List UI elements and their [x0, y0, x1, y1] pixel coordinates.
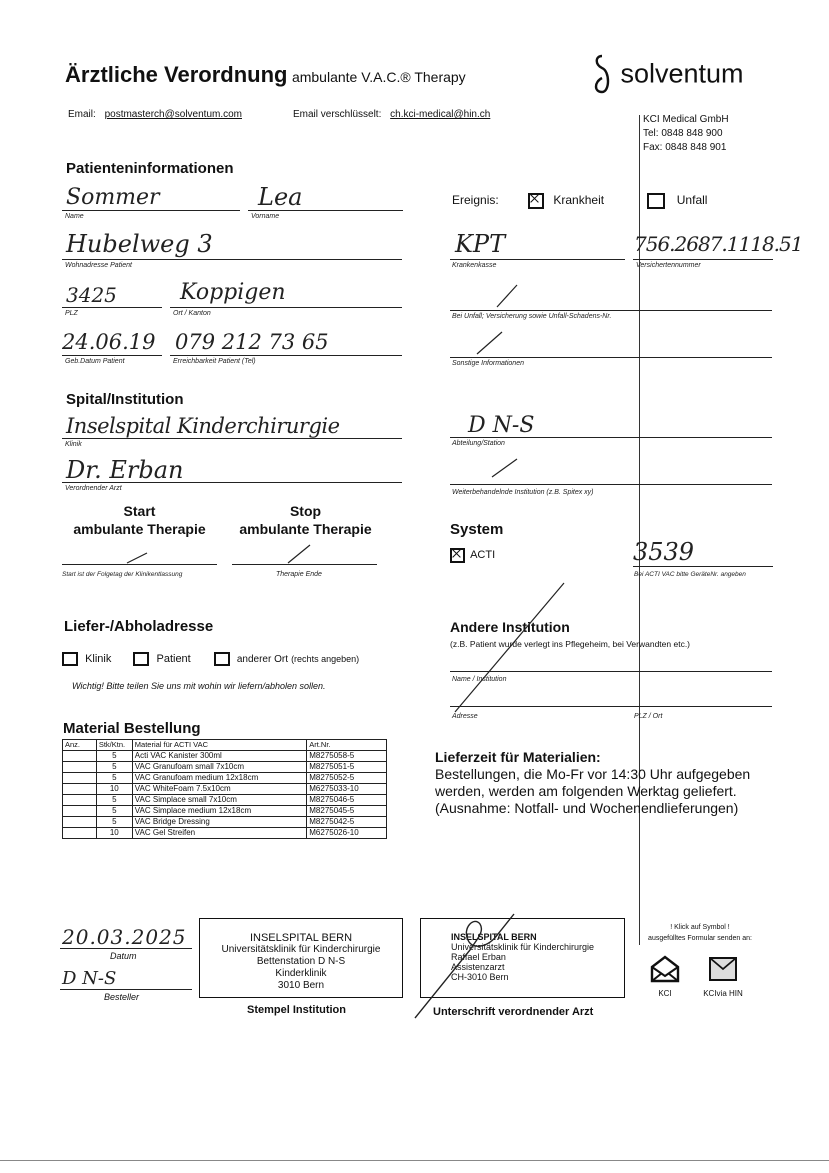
stk-cell: 5 — [96, 795, 132, 806]
artnr-cell: M8275058-5 — [307, 751, 387, 762]
geraet-nr-value: 3539 — [633, 538, 695, 566]
email-encrypted-link[interactable]: ch.kci-medical@hin.ch — [390, 109, 491, 120]
anz-cell[interactable] — [63, 784, 97, 795]
send-note: ausgefülltes Formular senden an: — [648, 935, 752, 942]
stop-title: Stop — [289, 503, 322, 519]
table-row — [63, 806, 387, 817]
signature-stamp-line: Assistenzarzt — [451, 962, 505, 972]
divider — [62, 438, 402, 439]
klinik-value: Inselspital Kinderchirurgie — [66, 414, 340, 438]
checkbox-krankheit[interactable] — [528, 193, 544, 209]
lieferzeit-line: werden, werden am folgenden Werktag geliefert. — [435, 783, 737, 799]
section-title-patient: Patienteninformationen — [66, 160, 234, 177]
krankenkasse-label: Krankenkasse — [452, 262, 497, 269]
signature-stamp-line: Universitätsklinik für Kinderchirurgie — [451, 942, 595, 952]
lieferzeit-line: Bestellungen, die Mo-Fr vor 14:30 Uhr aufgegeben — [435, 766, 751, 782]
unfall-label: Unfall — [676, 193, 708, 208]
col-header-stk: Stk/Ktn. — [96, 740, 132, 751]
send-instructions — [630, 922, 770, 944]
section-title-material: Material Bestellung — [63, 720, 201, 737]
stamp-line: Kinderklinik — [275, 968, 327, 979]
patient-plz-value: 3425 — [66, 283, 117, 307]
email-row — [68, 109, 242, 120]
krankheit-label: Krankheit — [553, 193, 605, 208]
event-row — [452, 193, 707, 209]
other-plz-label: PLZ / Ort — [634, 713, 663, 720]
strike-mark — [490, 457, 520, 479]
divider — [62, 482, 402, 483]
col-header-anz: Anz. — [63, 740, 97, 751]
weiterbehandelnde-label: Weiterbehandelnde Institution (z.B. Spitex xy) — [452, 489, 594, 496]
arzt-label: Verordnender Arzt — [65, 485, 122, 492]
artnr-cell: M8275042-5 — [307, 817, 387, 828]
envelope-open-icon — [650, 955, 680, 983]
patient-plz-label: PLZ — [65, 310, 78, 317]
material-cell: VAC Granufoam medium 12x18cm — [132, 773, 306, 784]
anz-cell[interactable] — [63, 828, 97, 839]
divider — [232, 564, 377, 565]
besteller-value: D N-S — [62, 968, 117, 989]
divider — [450, 437, 772, 438]
krankenkasse-value: KPT — [455, 230, 506, 258]
artnr-cell: M6275033-10 — [307, 784, 387, 795]
acti-option — [450, 548, 495, 563]
institution-stamp — [199, 918, 403, 998]
divider — [170, 355, 402, 356]
strike-mark — [286, 543, 312, 565]
patient-dob-label: Geb.Datum Patient — [65, 358, 125, 365]
material-cell: Acti VAC Kanister 300ml — [132, 751, 306, 762]
abteilung-label: Abteilung/Station — [452, 440, 505, 447]
email-label: Email: — [68, 109, 96, 120]
divider — [633, 259, 773, 260]
send-kci-label: KCI — [658, 989, 672, 998]
divider — [450, 259, 625, 260]
stamp-line: 3010 Bern — [277, 980, 325, 991]
material-cell: VAC Simplace small 7x10cm — [132, 795, 306, 806]
versicherten-nr-value: 756.2687.1118.51 — [634, 232, 803, 256]
table-row — [63, 784, 387, 795]
checkbox-unfall[interactable] — [647, 193, 665, 209]
stk-cell: 5 — [96, 751, 132, 762]
table-row — [63, 773, 387, 784]
anz-cell[interactable] — [63, 817, 97, 828]
stk-cell: 10 — [96, 828, 132, 839]
divider — [170, 307, 402, 308]
send-note: ! Klick auf Symbol ! — [670, 924, 730, 931]
solventum-logo-icon — [588, 52, 616, 96]
email-link[interactable]: postmasterch@solventum.com — [104, 109, 242, 120]
stamp-line: INSELSPITAL BERN — [249, 932, 353, 944]
artnr-cell: M8275045-5 — [307, 806, 387, 817]
divider — [450, 310, 772, 311]
lieferzeit-title: Lieferzeit für Materialien: — [435, 749, 601, 765]
patient-tel-value: 079 212 73 65 — [175, 330, 329, 354]
strike-mark — [475, 330, 505, 356]
divider — [62, 564, 217, 565]
send-kci-button[interactable] — [648, 955, 682, 998]
artnr-cell: M8275052-5 — [307, 773, 387, 784]
divider — [450, 484, 772, 485]
title-main: Ärztliche Verordnung — [65, 62, 288, 87]
start-heading — [62, 502, 217, 538]
strike-mark — [495, 283, 520, 309]
brand-name: solventum — [620, 58, 744, 89]
signature-stamp-line: INSELSPITAL BERN — [451, 932, 537, 942]
divider — [62, 210, 240, 211]
section-title-delivery: Liefer-/Abholadresse — [64, 618, 214, 635]
material-cell: VAC Granufoam small 7x10cm — [132, 762, 306, 773]
stop-subtitle: ambulante Therapie — [239, 521, 372, 537]
patient-vorname-label: Vorname — [251, 213, 280, 220]
abteilung-value: D N-S — [468, 413, 535, 438]
patient-address-label: Wohnadresse Patient — [65, 262, 132, 269]
stamp-line: Universitätsklinik für Kinderchirurgie — [221, 944, 381, 955]
stk-cell: 5 — [96, 762, 132, 773]
divider — [450, 357, 772, 358]
table-row — [63, 817, 387, 828]
patient-tel-label: Erreichbarkeit Patient (Tel) — [173, 358, 256, 365]
stk-cell: 10 — [96, 784, 132, 795]
email-encrypted-row — [293, 109, 490, 120]
other-name-label: Name / Institution — [452, 676, 507, 683]
page-title — [65, 62, 466, 88]
artnr-cell: M6275026-10 — [307, 828, 387, 839]
anz-cell[interactable] — [63, 806, 97, 817]
section-title-other-institution: Andere Institution — [450, 619, 570, 635]
anz-cell[interactable] — [63, 773, 97, 784]
strike-mark — [452, 580, 567, 715]
patient-ort-value: Koppigen — [180, 280, 286, 305]
stk-cell: 5 — [96, 806, 132, 817]
col-header-artnr: Art.Nr. — [307, 740, 387, 751]
table-row — [63, 751, 387, 762]
anz-cell[interactable] — [63, 762, 97, 773]
patient-name-value: Sommer — [66, 185, 160, 210]
delivery-options — [62, 652, 359, 666]
versicherten-nr-label: Versichertennummer — [636, 262, 701, 269]
table-row — [63, 828, 387, 839]
patient-address-value: Hubelweg 3 — [66, 230, 213, 258]
date-label: Datum — [110, 951, 137, 961]
stamp-label: Stempel Institution — [247, 1004, 346, 1016]
delivery-patient-label: Patient — [156, 652, 191, 665]
checkbox-acti[interactable] — [450, 548, 465, 563]
delivery-note: Wichtig! Bitte teilen Sie uns mit wohin wir liefern/abholen sollen. — [72, 681, 326, 691]
company-tel: Tel: 0848 848 900 — [643, 128, 723, 139]
company-fax: Fax: 0848 848 901 — [643, 142, 727, 153]
stk-cell: 5 — [96, 817, 132, 828]
stop-label: Therapie Ende — [276, 571, 322, 578]
col-header-material: Material für ACTI VAC — [132, 740, 306, 751]
start-label: Start ist der Folgetag der Klinikentlassung — [62, 571, 183, 578]
arzt-value: Dr. Erban — [66, 456, 184, 484]
patient-vorname-value: Lea — [258, 183, 303, 211]
sonstige-label: Sonstige Informationen — [452, 360, 524, 367]
email-encrypted-label: Email verschlüsselt: — [293, 109, 382, 120]
material-cell: VAC Simplace medium 12x18cm — [132, 806, 306, 817]
artnr-cell: M8275046-5 — [307, 795, 387, 806]
event-label: Ereignis: — [452, 193, 499, 208]
patient-ort-label: Ort / Kanton — [173, 310, 211, 317]
start-title: Start — [123, 503, 156, 519]
delivery-other-label: anderer Ort — [236, 653, 288, 665]
title-sub: ambulante V.A.C.® Therapy — [291, 69, 466, 85]
section-title-institution: Spital/Institution — [66, 391, 184, 408]
geraet-nr-label: Bei ACTI VAC bitte GeräteNr. angeben — [634, 571, 746, 578]
artnr-cell: M8275051-5 — [307, 762, 387, 773]
lieferzeit-block — [435, 749, 750, 817]
bottom-edge-line — [0, 1160, 829, 1161]
divider — [62, 307, 162, 308]
material-table — [62, 739, 387, 839]
divider — [62, 355, 162, 356]
other-address-label: Adresse — [452, 713, 478, 720]
unfall-info-label: Bei Unfall; Versicherung sowie Unfall-Schadens-Nr. — [452, 313, 612, 320]
signature-label: Unterschrift verordnender Arzt — [433, 1006, 594, 1018]
send-kci-hin-button[interactable] — [700, 956, 746, 998]
strike-mark — [125, 551, 149, 565]
anz-cell[interactable] — [63, 751, 97, 762]
table-header-row — [63, 740, 387, 751]
divider — [248, 210, 403, 211]
envelope-icon — [708, 956, 738, 982]
material-cell: VAC Gel Streifen — [132, 828, 306, 839]
delivery-klinik-label: Klinik — [85, 652, 112, 665]
checkbox-patient[interactable] — [133, 652, 149, 666]
divider — [633, 566, 773, 567]
date-value: 20.03.2025 — [62, 925, 187, 949]
signature-stamp-line: Raffael Erban — [451, 952, 506, 962]
anz-cell[interactable] — [63, 795, 97, 806]
start-subtitle: ambulante Therapie — [73, 521, 206, 537]
besteller-label: Besteller — [104, 992, 140, 1002]
patient-name-label: Name — [65, 213, 84, 220]
checkbox-klinik[interactable] — [62, 652, 78, 666]
material-cell: VAC Bridge Dressing — [132, 817, 306, 828]
delivery-other-note: (rechts angeben) — [291, 653, 360, 664]
divider — [60, 948, 192, 949]
table-row — [63, 762, 387, 773]
patient-dob-value: 24.06.19 — [62, 330, 156, 354]
table-row — [63, 795, 387, 806]
acti-label: ACTI — [470, 549, 496, 562]
stamp-line: Bettenstation D N-S — [256, 956, 346, 967]
company-name: KCI Medical GmbH — [643, 114, 729, 125]
section-title-system: System — [450, 521, 504, 538]
divider — [62, 259, 402, 260]
solventum-logo — [588, 52, 744, 96]
material-cell: VAC WhiteFoam 7.5x10cm — [132, 784, 306, 795]
other-institution-note: (z.B. Patient wurde verlegt ins Pflegeheim, bei Verwandten etc.) — [450, 639, 691, 649]
company-info — [643, 113, 729, 155]
lieferzeit-line: (Ausnahme: Notfall- und Wochenendlieferungen) — [435, 800, 739, 816]
divider — [60, 989, 192, 990]
klinik-label: Klinik — [65, 441, 82, 448]
stk-cell: 5 — [96, 773, 132, 784]
stop-heading — [228, 502, 383, 538]
send-kci-hin-label: KCIvia HIN — [703, 989, 743, 998]
signature-stamp-line: CH-3010 Bern — [451, 972, 509, 982]
checkbox-anderer-ort[interactable] — [214, 652, 230, 666]
